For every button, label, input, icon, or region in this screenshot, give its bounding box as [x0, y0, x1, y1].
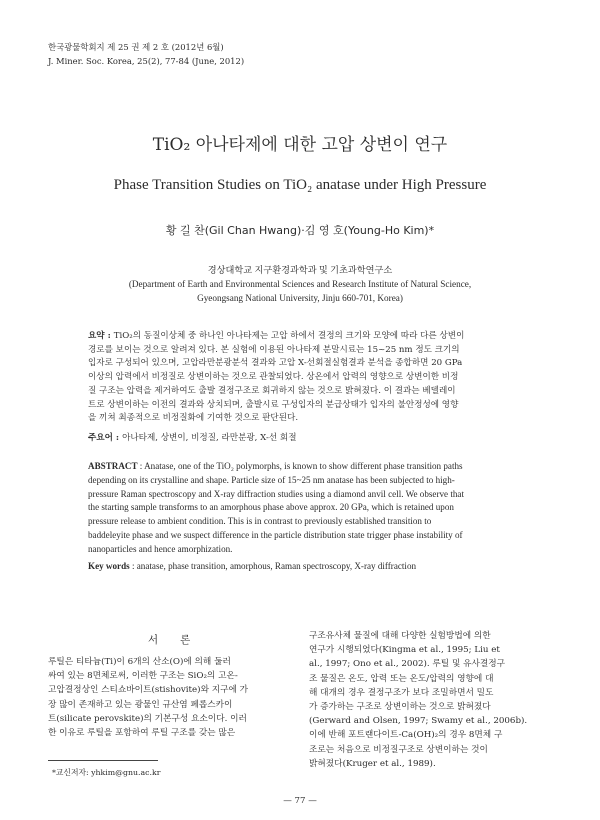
- abstract-ko-line: 이상의 압력에서 비정질로 상변이하는 것으로 관찰되었다. 상온에서 압력의 영향으로 상변이한 비정: [88, 372, 459, 383]
- body-column-left: [48, 655, 294, 740]
- authors: 황 길 찬(Gil Chan Hwang)·김 영 호(Young-Ho Kim)*: [165, 224, 435, 237]
- body-line: 조 물질은 온도, 압력 또는 온도/압력의 영향에 대: [309, 673, 494, 684]
- page-number: — 77 —: [283, 796, 317, 806]
- abstract-en-line: baddeleyite phase and we suspect difference in the particle distribution state trigger phase instability of: [88, 529, 463, 540]
- body-line: 연구가 시행되었다(Kingma et al., 1995; Liu et: [309, 645, 500, 656]
- abstract-en-line: pressure release to ambient condition. This is in contrast to previously established transition to: [88, 516, 432, 527]
- abstract-en-line: nanoparticles and hence amorphization.: [88, 543, 233, 554]
- paper-title-ko: TiO₂ 아나타제에 대한 고압 상변이 연구: [152, 135, 448, 155]
- body-line: 고압결정상인 스티쇼바이트(stishovite)와 지구에 가: [48, 685, 249, 696]
- abstract-en: [88, 460, 520, 557]
- body-line: 밝혀졌다(Kruger et al., 1989).: [309, 758, 436, 769]
- journal-header: [48, 40, 244, 68]
- keywords-en-label: Key words: [88, 561, 130, 571]
- abstract-en-line: [88, 460, 520, 474]
- body-line: 구조유사체 물질에 대해 다양한 실험방법에 의한: [309, 631, 491, 641]
- abstract-ko-line: 입자로 구성되어 있으며, 고압라만분광분석 결과와 고압 X-선회절실험결과 분석을 종합하면 20 GPa: [88, 358, 463, 369]
- abstract-ko-line: 을 끼쳐 최종적으로 비정질화에 기여한 것으로 판단된다.: [88, 413, 299, 424]
- abstract-ko-label: 요약 :: [88, 331, 114, 341]
- abstract-en-line: pressure Raman spectroscopy and X-ray diffraction studies using a diamond anvil cell. We observe that: [88, 488, 464, 499]
- affiliation-line: Gyeongsang National University, Jinju 660-701, Korea): [197, 293, 403, 303]
- body-line: (Gerward and Olsen, 1997; Swamy et al., 2006b).: [309, 716, 528, 727]
- body-column-right: [309, 629, 555, 771]
- body-line: 이에 반해 포트랜다이트-Ca(OH)₂의 경우 8면체 구: [309, 730, 503, 741]
- body-line: 장 많이 존재하고 있는 광물인 규산염 페롭스카이: [48, 699, 233, 710]
- journal-header-ko: 한국광물학회지 제 25 권 제 2 호 (2012년 6월): [48, 42, 224, 52]
- abstract-en-label: ABSTRACT: [88, 461, 138, 471]
- abstract-ko-line: [88, 330, 520, 344]
- section-title-introduction: 서론: [148, 634, 213, 646]
- affiliation-line: (Department of Earth and Environmental Sciences and Research Institute of Natural Science,: [128, 279, 472, 289]
- paper-title-en: Phase Transition Studies on TiO₂ anatase under High Pressure: [113, 177, 487, 193]
- journal-header-en: J. Miner. Soc. Korea, 25(2), 77-84 (June, 2012): [48, 56, 245, 66]
- abstract-en-line: depending on its crystalline and shape. Particle size of 15~25 nm anatase has been subjected to high-: [88, 474, 455, 485]
- body-line: al., 1997; Ono et al., 2002). 루틸 및 유사결정구: [309, 659, 506, 670]
- footnote-divider: [48, 760, 158, 761]
- keywords-ko: [88, 432, 520, 446]
- affiliation-line: 경상대학교 지구환경과학과 및 기초과학연구소: [207, 265, 393, 275]
- abstract-ko: [88, 330, 520, 426]
- body-line: 가 증가하는 구조로 상변이하는 것으로 밝혀졌다: [309, 702, 491, 713]
- body-line: 루틸은 티타늄(Ti)이 6개의 산소(O)에 의해 둘러: [48, 657, 231, 667]
- affiliation: [0, 263, 600, 305]
- abstract-ko-text: TiO₂의 동질이상체 중 하나인 아나타제는 고압 하에서 결정의 크기와 모양에 따라 다른 상변이: [113, 331, 465, 341]
- corresponding-author-footnote: *교신저자: yhkim@gnu.ac.kr: [52, 768, 161, 777]
- keywords-en-text: : anatase, phase transition, amorphous, Raman spectroscopy, X-ray diffraction: [129, 561, 417, 571]
- abstract-ko-line: 경로를 보이는 것으로 알려져 있다. 본 실험에 이용된 아나타제 분말시료는 15~25 nm 정도 크기의: [88, 344, 460, 355]
- keywords-ko-text: 아나타제, 상변이, 비정질, 라만분광, X-선 회절: [122, 433, 297, 443]
- keywords-ko-label: 주요어 :: [88, 433, 123, 443]
- body-line: 싸여 있는 8면체로써, 이러한 구조는 SiO₂의 고온-: [48, 671, 238, 682]
- abstract-en-line: the starting sample transforms to an amorphous phase above approx. 20 GPa, which is retained upon: [88, 502, 454, 513]
- keywords-en: [88, 560, 520, 574]
- abstract-en-text: : Anatase, one of the TiO₂ polymorphs, is known to show different phase transition paths: [137, 461, 463, 471]
- body-line: 트(silicate perovskite)의 기본구성 요소이다. 이러: [48, 713, 247, 724]
- body-line: 해 대개의 경우 결정구조가 보다 조밀하면서 밀도: [309, 687, 494, 698]
- abstract-ko-line: 질 구조는 압력을 제거하여도 출발 결정구조로 회귀하지 않는 것으로 밝혀졌다. 이 결과는 베델레이: [88, 385, 456, 396]
- body-line: 조로는 처음으로 비정질구조로 상변이하는 것이: [309, 744, 488, 755]
- abstract-ko-line: 트로 상변이하는 이전의 결과와 상치되며, 출발시료 구성입자의 분급상태가 입자의 불안정성에 영향: [88, 399, 459, 410]
- body-line: 한 이유로 루틸을 포함하여 루틸 구조를 갖는 많은: [48, 728, 236, 739]
